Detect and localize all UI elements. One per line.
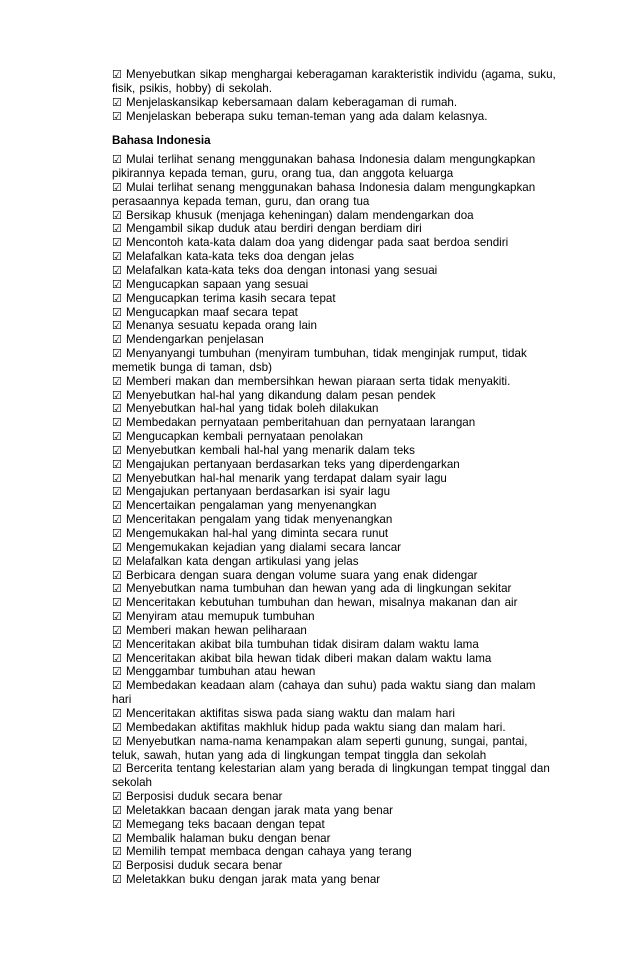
checkbox-icon: ☑ <box>112 596 122 610</box>
list-item <box>112 582 558 596</box>
checkbox-icon: ☑ <box>112 109 122 123</box>
list-item <box>112 679 558 707</box>
list-item <box>112 665 558 679</box>
checkbox-icon: ☑ <box>112 319 122 333</box>
list-item-text: Mencertaikan pengalaman yang menyenangkan <box>126 499 377 513</box>
list-item <box>112 541 558 555</box>
document-content <box>112 68 558 887</box>
checkbox-icon: ☑ <box>112 374 122 388</box>
list-item-text: Menjelaskan beberapa suku teman-teman yang ada dalam kelasnya. <box>126 109 488 123</box>
checkbox-icon: ☑ <box>112 845 122 859</box>
list-item <box>112 458 558 472</box>
checkbox-icon: ☑ <box>112 665 122 679</box>
list-item-text: Membedakan aktifitas makhluk hidup pada waktu siang dan malam hari. <box>126 720 506 734</box>
list-item-text: Menyebutkan hal-hal yang dikandung dalam pesan pendek <box>126 388 436 402</box>
checkbox-icon: ☑ <box>112 443 122 457</box>
list-item-text: Mengajukan pertanyaan berdasarkan teks yang diperdengarkan <box>126 457 460 471</box>
list-item-text: Melafalkan kata-kata teks doa dengan jelas <box>126 250 354 264</box>
list-item <box>112 555 558 569</box>
list-item <box>112 278 558 292</box>
list-item-text: Menyebutkan sikap menghargai keberagaman karakteristik individu (agama, suku, fisik, psikis, hobby) di sekolah. <box>112 68 556 95</box>
checkbox-icon: ☑ <box>112 734 122 748</box>
list-item-text: Menceritakan akibat bila tumbuhan tidak disiram dalam waktu lama <box>126 637 479 651</box>
list-item <box>112 236 558 250</box>
checkbox-icon: ☑ <box>112 333 122 347</box>
list-item <box>112 527 558 541</box>
list-item <box>112 347 558 375</box>
list-item <box>112 181 558 209</box>
list-item <box>112 707 558 721</box>
list-item-text: Bercerita tentang kelestarian alam yang berada di lingkungan tempat tinggal dan sekolah <box>112 762 550 790</box>
checkbox-icon: ☑ <box>112 305 122 319</box>
list-item <box>112 569 558 583</box>
checkbox-icon: ☑ <box>112 859 122 873</box>
checkbox-icon: ☑ <box>112 485 122 499</box>
list-item <box>112 264 558 278</box>
list-item <box>112 319 558 333</box>
checkbox-icon: ☑ <box>112 568 122 582</box>
list-item-text: Mengucapkan maaf secara tepat <box>126 305 298 319</box>
list-item-text: Menyebutkan nama tumbuhan dan hewan yang ada di lingkungan sekitar <box>126 582 512 596</box>
list-item-text: Memberi makan hewan peliharaan <box>126 623 307 637</box>
list-item-text: Mengucapkan kembali pernyataan penolakan <box>126 430 363 444</box>
list-item <box>112 859 558 873</box>
list-item-text: Menyanyangi tumbuhan (menyiram tumbuhan, tidak menginjak rumput, tidak memetik bunga di taman, dsb) <box>112 347 527 374</box>
checkbox-icon: ☑ <box>112 416 122 430</box>
checkbox-icon: ☑ <box>112 180 122 194</box>
checkbox-icon: ☑ <box>112 208 122 222</box>
section-title: Bahasa Indonesia <box>112 134 211 148</box>
list-item-text: Memegang teks bacaan dengan tepat <box>126 817 325 831</box>
list-item <box>112 402 558 416</box>
checkbox-icon: ☑ <box>112 153 122 167</box>
list-item-text: Mengemukakan hal-hal yang diminta secara runut <box>126 527 389 540</box>
list-item <box>112 444 558 458</box>
list-item-text: Meletakkan bacaan dengan jarak mata yang benar <box>126 803 394 817</box>
list-item <box>112 68 558 96</box>
list-item <box>112 721 558 735</box>
list-item <box>112 389 558 403</box>
checkbox-icon: ☑ <box>112 499 122 513</box>
checkbox-icon: ☑ <box>112 831 122 845</box>
list-item-text: Mencontoh kata-kata dalam doa yang didengar pada saat berdoa sendiri <box>126 236 509 250</box>
list-item-text: Membedakan keadaan alam (cahaya dan suhu) pada waktu siang dan malam hari <box>112 679 536 707</box>
checkbox-icon: ☑ <box>112 430 122 444</box>
checkbox-icon: ☑ <box>112 651 122 665</box>
list-item <box>112 610 558 624</box>
list-item-text: Memilih tempat membaca dengan cahaya yang terang <box>126 845 412 859</box>
list-item-text: Membalik halaman buku dengan benar <box>126 831 331 845</box>
list-item <box>112 513 558 527</box>
checkbox-icon: ☑ <box>112 720 122 734</box>
list-item <box>112 832 558 846</box>
list-item-text: Menceritakan kebutuhan tumbuhan dan hewan, misalnya makanan dan air <box>126 596 518 610</box>
checkbox-icon: ☑ <box>112 762 122 776</box>
checkbox-icon: ☑ <box>112 291 122 305</box>
list-item-text: Mulai terlihat senang menggunakan bahasa Indonesia dalam mengungkapkan pikirannya kepada teman, guru, orang tua, dan anggota keluarga <box>112 153 536 181</box>
list-item-text: Mengemukakan kejadian yang dialami secara lancar <box>126 540 402 554</box>
checkbox-icon: ☑ <box>112 236 122 250</box>
list-item-text: Mengucapkan sapaan yang sesuai <box>126 277 309 291</box>
list-item-text: Berbicara dengan suara dengan volume suara yang enak didengar <box>126 568 478 582</box>
list-item <box>112 153 558 181</box>
list-item <box>112 472 558 486</box>
checkbox-icon: ☑ <box>112 679 122 693</box>
checkbox-icon: ☑ <box>112 873 122 887</box>
checkbox-icon: ☑ <box>112 582 122 596</box>
list-item-text: Mulai terlihat senang menggunakan bahasa Indonesia dalam mengungkapkan perasaannya kepada teman, guru, dan orang tua <box>112 180 536 208</box>
checkbox-icon: ☑ <box>112 637 122 651</box>
list-item-text: Menyebutkan hal-hal yang tidak boleh dilakukan <box>126 402 379 416</box>
list-item <box>112 375 558 389</box>
list-item <box>112 333 558 347</box>
checkbox-icon: ☑ <box>112 817 122 831</box>
list-item <box>112 430 558 444</box>
list-item-text: Menyebutkan kembali hal-hal yang menarik dalam teks <box>126 443 415 457</box>
list-item <box>112 804 558 818</box>
list-item-text: Menyebutkan nama-nama kenampakan alam seperti gunung, sungai, pantai, teluk, sawah, hutan yang ada di lingkungan tempat tinggla dan sekolah <box>112 734 528 762</box>
list-item <box>112 110 558 124</box>
list-item-text: Berposisi duduk secara benar <box>126 859 283 873</box>
checkbox-icon: ☑ <box>112 790 122 804</box>
list-item <box>112 416 558 430</box>
checkbox-icon: ☑ <box>112 554 122 568</box>
list-item <box>112 873 558 887</box>
list-item <box>112 596 558 610</box>
list-item <box>112 638 558 652</box>
list-item <box>112 485 558 499</box>
checkbox-icon: ☑ <box>112 513 122 527</box>
checkbox-icon: ☑ <box>112 471 122 485</box>
list-item-text: Bersikap khusuk (menjaga keheningan) dalam mendengarkan doa <box>126 208 474 222</box>
list-item-text: Mengambil sikap duduk atau berdiri dengan berdiam diri <box>126 222 422 236</box>
checkbox-icon: ☑ <box>112 610 122 624</box>
list-item <box>112 735 558 763</box>
list-item-text: Melafalkan kata dengan artikulasi yang jelas <box>126 554 359 568</box>
list-item-text: Menggambar tumbuhan atau hewan <box>126 665 316 679</box>
checkbox-icon: ☑ <box>112 388 122 402</box>
checkbox-icon: ☑ <box>112 263 122 277</box>
checkbox-icon: ☑ <box>112 623 122 637</box>
checkbox-icon: ☑ <box>112 95 122 109</box>
list-item <box>112 222 558 236</box>
checkbox-icon: ☑ <box>112 540 122 554</box>
checklist-top <box>112 68 558 123</box>
checklist-main <box>112 153 558 887</box>
list-item <box>112 499 558 513</box>
list-item <box>112 209 558 223</box>
list-item-text: Berposisi duduk secara benar <box>126 790 283 804</box>
checkbox-icon: ☑ <box>112 402 122 416</box>
list-item-text: Menanya sesuatu kepada orang lain <box>126 319 317 333</box>
list-item <box>112 818 558 832</box>
checkbox-icon: ☑ <box>112 68 122 81</box>
list-item <box>112 624 558 638</box>
list-item <box>112 96 558 110</box>
list-item-text: Memberi makan dan membersihkan hewan piaraan serta tidak menyakiti. <box>126 374 511 388</box>
list-item <box>112 652 558 666</box>
checkbox-icon: ☑ <box>112 457 122 471</box>
list-item <box>112 306 558 320</box>
list-item-text: Menceritakan akibat bila hewan tidak diberi makan dalam waktu lama <box>126 651 492 665</box>
list-item <box>112 292 558 306</box>
list-item-text: Membedakan pernyataan pemberitahuan dan pernyataan larangan <box>126 416 476 430</box>
checkbox-icon: ☑ <box>112 347 122 361</box>
list-item <box>112 790 558 804</box>
list-item <box>112 762 558 790</box>
list-item-text: Menjelaskansikap kebersamaan dalam keberagaman di rumah. <box>126 95 458 109</box>
checkbox-icon: ☑ <box>112 706 122 720</box>
checkbox-icon: ☑ <box>112 803 122 817</box>
list-item <box>112 250 558 264</box>
list-item-text: Menceritakan pengalam yang tidak menyenangkan <box>126 513 393 527</box>
list-item-text: Mendengarkan penjelasan <box>126 333 264 347</box>
checkbox-icon: ☑ <box>112 527 122 540</box>
checkbox-icon: ☑ <box>112 250 122 264</box>
list-item-text: Meletakkan buku dengan jarak mata yang benar <box>126 873 381 887</box>
list-item-text: Menceritakan aktifitas siswa pada siang waktu dan malam hari <box>126 706 455 720</box>
list-item-text: Mengucapkan terima kasih secara tepat <box>126 291 336 305</box>
list-item-text: Menyiram atau memupuk tumbuhan <box>126 610 315 624</box>
list-item-text: Melafalkan kata-kata teks doa dengan intonasi yang sesuai <box>126 263 438 277</box>
checkbox-icon: ☑ <box>112 277 122 291</box>
checkbox-icon: ☑ <box>112 222 122 236</box>
list-item <box>112 845 558 859</box>
list-item-text: Menyebutkan hal-hal menarik yang terdapat dalam syair lagu <box>126 471 447 485</box>
list-item-text: Mengajukan pertanyaan berdasarkan isi syair lagu <box>126 485 391 499</box>
